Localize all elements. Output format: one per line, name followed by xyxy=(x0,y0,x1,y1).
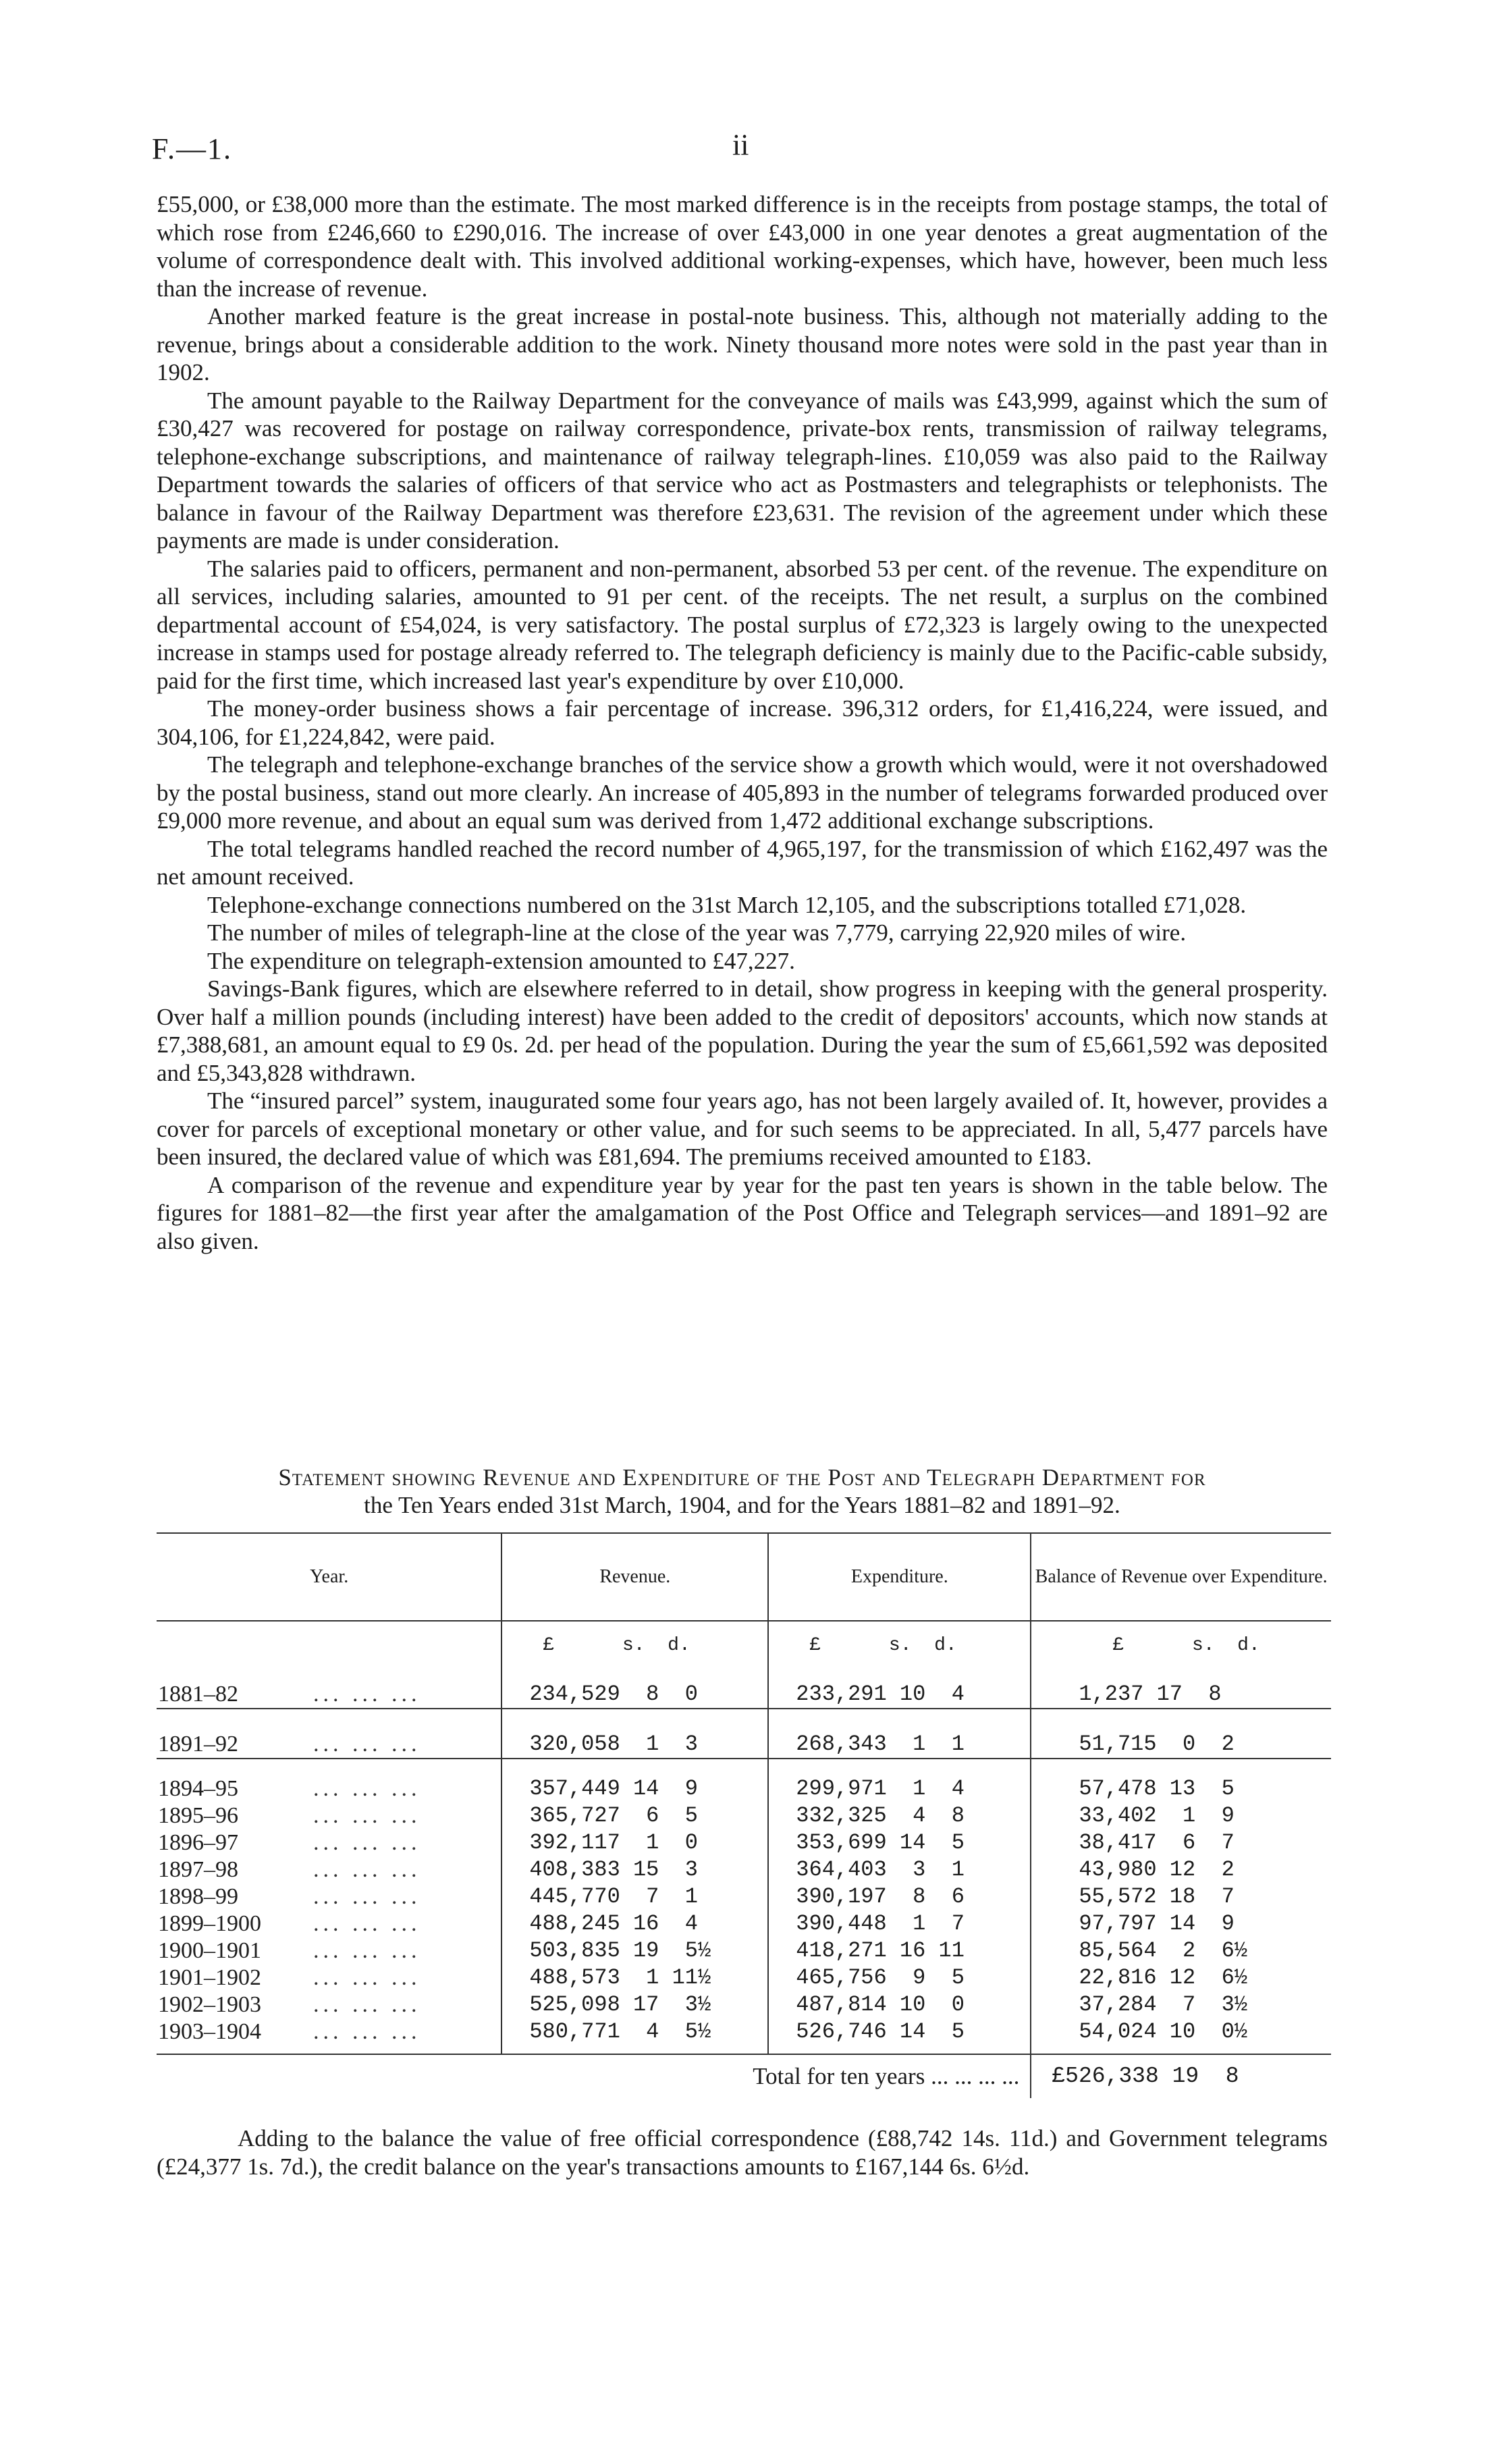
year-label: 1894–95 xyxy=(158,1776,238,1801)
page-number: ii xyxy=(732,128,749,161)
expenditure-cell: 299,971 1 4 xyxy=(768,1775,1031,1802)
year-label: 1895–96 xyxy=(158,1803,238,1828)
caption-line: the Ten Years ended 31st March, 1904, and for the Years 1881–82 and 1891–92. xyxy=(364,1492,1120,1518)
balance-cell: 55,572 18 7 xyxy=(1031,1883,1331,1910)
year-label: 1896–97 xyxy=(158,1830,238,1855)
caption-line: Statement showing Revenue and Expenditure of the Post and Telegraph Department for xyxy=(278,1464,1206,1491)
balance-cell: 37,284 7 3½ xyxy=(1031,1991,1331,2018)
table-row xyxy=(157,1829,1331,1856)
revenue-cell: 580,771 4 5½ xyxy=(501,2018,768,2054)
table-row xyxy=(157,1659,1331,1709)
year-cell xyxy=(157,1991,501,2018)
paragraph: A comparison of the revenue and expenditure year by year for the past ten years is shown in the table below. The figures for 1881–82—the first year after the amalgamation of the Post Office and Telegraph services—and 1891–92 are also given. xyxy=(157,1171,1328,1254)
leader-dots: ... ... ... xyxy=(313,1884,421,1909)
leader-dots: ... ... ... xyxy=(313,1803,421,1828)
year-label: 1891–92 xyxy=(158,1732,238,1757)
leader-dots: ... ... ... xyxy=(313,2019,421,2044)
revenue-header: Revenue. xyxy=(501,1533,768,1621)
leader-dots: ... ... ... xyxy=(313,1732,421,1757)
table-row xyxy=(157,1910,1331,1937)
leader-dots: ... ... ... xyxy=(313,1857,421,1882)
balance-cell: 43,980 12 2 xyxy=(1031,1856,1331,1883)
document-reference: F.—1. xyxy=(152,132,232,165)
expenditure-header: Expenditure. xyxy=(768,1533,1031,1621)
year-cell xyxy=(157,1937,501,1964)
year-label: 1900–1901 xyxy=(158,1938,261,1963)
leader-dots: ... ... ... xyxy=(313,1938,421,1963)
paragraph: £55,000, or £38,000 more than the estimate. The most marked difference is in the receipts from postage stamps, the total of which rose from £246,660 to £290,016. The increase of over £43,000 in one year denotes a great augmentation of the volume of correspondence dealt with. This involved additional working-expenses, which have, however, been much less than the increase of revenue. xyxy=(157,191,1328,302)
total-label: Total for ten years ... ... ... ... xyxy=(157,2054,1031,2098)
expenditure-cell: 390,448 1 7 xyxy=(768,1910,1031,1937)
paragraph: Savings-Bank figures, which are elsewhere referred to in detail, show progress in keeping with the general prosperity. Over half a million pounds (including interest) have been added to the credit of depositors' accounts, which now stands at £7,388,681, an amount equal to £9 0s. 2d. per head of the population. During the year the sum of £5,661,592 was deposited and £5,343,828 withdrawn. xyxy=(157,975,1328,1086)
statement-table-wrap xyxy=(157,1532,1331,2098)
revenue-cell: 408,383 15 3 xyxy=(501,1856,768,1883)
table-header-row xyxy=(157,1533,1331,1621)
balance-cell: 38,417 6 7 xyxy=(1031,1829,1331,1856)
leader-dots: ... ... ... xyxy=(313,1992,421,2017)
revenue-cell: 503,835 19 5½ xyxy=(501,1937,768,1964)
revenue-cell: 234,529 8 0 xyxy=(501,1659,768,1709)
paragraph: The money-order business shows a fair percentage of increase. 396,312 orders, for £1,416,224, were issued, and 304,106, for £1,224,842, were paid. xyxy=(157,695,1328,750)
year-label: 1881–82 xyxy=(158,1682,238,1707)
table-row xyxy=(157,1937,1331,1964)
leader-dots: ... ... ... xyxy=(313,1776,421,1801)
leader-dots: ... ... ... xyxy=(313,1965,421,1990)
balance-header: Balance of Revenue over Expenditure. xyxy=(1031,1533,1331,1621)
year-cell xyxy=(157,1829,501,1856)
year-cell xyxy=(157,2018,501,2054)
balance-cell: 22,816 12 6½ xyxy=(1031,1964,1331,1991)
table-row xyxy=(157,1856,1331,1883)
expenditure-cell: 465,756 9 5 xyxy=(768,1964,1031,1991)
table-row xyxy=(157,1802,1331,1829)
year-cell xyxy=(157,1964,501,1991)
expenditure-cell: 390,197 8 6 xyxy=(768,1883,1031,1910)
paragraph: Telephone-exchange connections numbered on the 31st March 12,105, and the subscriptions totalled £71,028. xyxy=(207,891,1247,918)
year-cell xyxy=(157,1910,501,1937)
revenue-cell: 392,117 1 0 xyxy=(501,1829,768,1856)
paragraph: Another marked feature is the great increase in postal-note business. This, although not materially adding to the revenue, brings about a considerable addition to the work. Ninety thousand more notes were sold in the past year than in 1902. xyxy=(157,303,1328,385)
year-label: 1899–1900 xyxy=(158,1911,261,1936)
expenditure-cell: 268,343 1 1 xyxy=(768,1709,1031,1759)
year-label: 1898–99 xyxy=(158,1884,238,1909)
leader-dots: ... ... ... xyxy=(313,1911,421,1936)
year-label: 1901–1902 xyxy=(158,1965,261,1990)
units-row xyxy=(157,1621,1331,1659)
balance-cell: 51,715 0 2 xyxy=(1031,1709,1331,1759)
year-cell xyxy=(157,1802,501,1829)
revenue-cell: 320,058 1 3 xyxy=(501,1709,768,1759)
expenditure-cell: 332,325 4 8 xyxy=(768,1802,1031,1829)
paragraph: The amount payable to the Railway Department for the conveyance of mails was £43,999, against which the sum of £30,427 was recovered for postage on railway correspondence, private-box rents, transmission of railway telegrams, telephone-exchange subscriptions, and maintenance of railway telegraph-lines. £10,059 was also paid to the Railway Department towards the salaries of officers of that service who act as Postmasters and telegraphists or telephonists. The balance in favour of the Railway Department was therefore £23,631. The revision of the agreement under which these payments are made is under consideration. xyxy=(157,387,1328,554)
statement-table xyxy=(157,1532,1331,2098)
revenue-cell: 525,098 17 3½ xyxy=(501,1991,768,2018)
revenue-cell: 488,245 16 4 xyxy=(501,1910,768,1937)
table-caption xyxy=(157,1464,1328,1519)
table-row xyxy=(157,1964,1331,1991)
balance-cell: 57,478 13 5 xyxy=(1031,1775,1331,1802)
expenditure-cell: 418,271 16 11 xyxy=(768,1937,1031,1964)
year-label: 1902–1903 xyxy=(158,1992,261,2017)
balance-cell: 97,797 14 9 xyxy=(1031,1910,1331,1937)
paragraph: The telegraph and telephone-exchange branches of the service show a growth which would, were it not overshadowed by the postal business, stand out more clearly. An increase of 405,893 in the number of telegrams forwarded produced over £9,000 more revenue, and about an equal sum was derived from 1,472 additional exchange subscriptions. xyxy=(157,751,1328,834)
year-cell xyxy=(157,1856,501,1883)
expenditure-units: £ s. d. xyxy=(768,1621,1031,1659)
year-cell xyxy=(157,1659,501,1709)
revenue-cell: 357,449 14 9 xyxy=(501,1775,768,1802)
spacer-row xyxy=(157,1759,1331,1775)
expenditure-cell: 233,291 10 4 xyxy=(768,1659,1031,1709)
table-row xyxy=(157,1775,1331,1802)
revenue-cell: 488,573 1 11½ xyxy=(501,1964,768,1991)
year-cell xyxy=(157,1775,501,1802)
paragraph: The total telegrams handled reached the record number of 4,965,197, for the transmission of which £162,497 was the net amount received. xyxy=(157,835,1328,890)
year-label: 1903–1904 xyxy=(158,2019,261,2044)
expenditure-cell: 353,699 14 5 xyxy=(768,1829,1031,1856)
table-body xyxy=(157,1621,1331,2054)
balance-cell: 33,402 1 9 xyxy=(1031,1802,1331,1829)
page-header xyxy=(152,128,1360,179)
leader-dots: ... ... ... xyxy=(313,1830,421,1855)
year-label: 1897–98 xyxy=(158,1857,238,1882)
table-row xyxy=(157,1883,1331,1910)
table-row xyxy=(157,1709,1331,1759)
paragraph: The salaries paid to officers, permanent and non-permanent, absorbed 53 per cent. of the revenue. The expenditure on all services, including salaries, amounted to 91 per cent. of the receipts. The net result, a surplus on the combined departmental account of £54,024, is very satisfactory. The postal surplus of £72,323 is largely owing to the unexpected increase in stamps used for postage already referred to. The telegraph deficiency is mainly due to the Pacific-cable subsidy, paid for the first time, which increased last year's expenditure by over £10,000. xyxy=(157,555,1328,694)
table-row xyxy=(157,2018,1331,2054)
year-cell xyxy=(157,1883,501,1910)
balance-cell: 85,564 2 6½ xyxy=(1031,1937,1331,1964)
expenditure-cell: 487,814 10 0 xyxy=(768,1991,1031,2018)
year-cell xyxy=(157,1709,501,1759)
report-body xyxy=(157,190,1328,1255)
revenue-cell: 365,727 6 5 xyxy=(501,1802,768,1829)
paragraph: The number of miles of telegraph-line at the close of the year was 7,779, carrying 22,920 miles of wire. xyxy=(207,919,1187,946)
revenue-units: £ s. d. xyxy=(501,1621,768,1659)
table-row xyxy=(157,1991,1331,2018)
paragraph: The expenditure on telegraph-extension amounted to £47,227. xyxy=(207,947,795,974)
balance-units: £ s. d. xyxy=(1031,1621,1331,1659)
units-blank xyxy=(157,1621,501,1659)
closing-paragraph: Adding to the balance the value of free official correspondence (£88,742 14s. 11d.) and Government telegrams (£24,377 1s. 7d.), the credit balance on the year's transactions amounts to £167,144 6s. 6½d. xyxy=(157,2125,1328,2180)
expenditure-cell: 364,403 3 1 xyxy=(768,1856,1031,1883)
balance-cell: 1,237 17 8 xyxy=(1031,1659,1331,1709)
total-value: £526,338 19 8 xyxy=(1031,2054,1331,2098)
revenue-cell: 445,770 7 1 xyxy=(501,1883,768,1910)
total-row xyxy=(157,2054,1331,2098)
paragraph: The “insured parcel” system, inaugurated some four years ago, has not been largely availed of. It, however, provides a cover for parcels of exceptional monetary or other value, and for such seems to be appreciated. In all, 5,477 parcels have been insured, the declared value of which was £81,694. The premiums received amounted to £183. xyxy=(157,1088,1328,1170)
expenditure-cell: 526,746 14 5 xyxy=(768,2018,1031,2054)
leader-dots: ... ... ... xyxy=(313,1682,421,1707)
year-header: Year. xyxy=(157,1533,501,1621)
balance-cell: 54,024 10 0½ xyxy=(1031,2018,1331,2054)
